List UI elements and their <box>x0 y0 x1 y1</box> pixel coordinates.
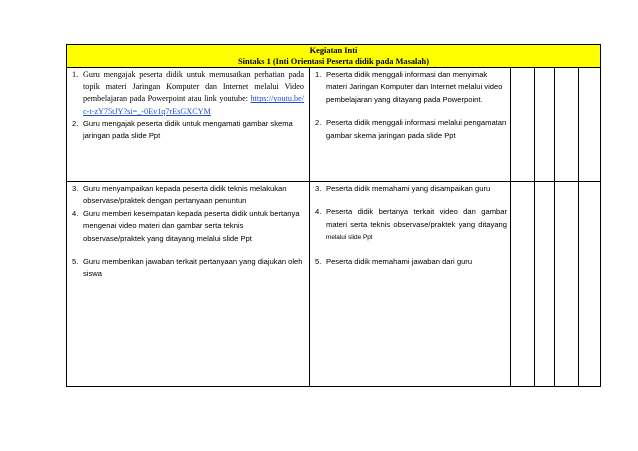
list-item <box>70 183 304 208</box>
item-text: Guru memberikan jawaban terkait pertanyaan yang diajukan oleh siswa <box>83 257 303 279</box>
item-number: 3. <box>72 184 79 193</box>
item-text: Peserta didik menggali informasi dan menyimak materi Jaringan Komputer dan Internet melalui video pembelajaran yang ditayang pada Powerpoint. <box>326 70 503 104</box>
spacer <box>313 245 507 256</box>
column-divider <box>309 68 310 387</box>
header-title: Kegiatan Inti <box>309 46 358 55</box>
teacher-activities-2 <box>70 183 304 281</box>
list-item <box>70 69 304 118</box>
lesson-table <box>66 44 601 387</box>
column-divider <box>554 68 555 387</box>
spacer <box>70 245 304 256</box>
row-divider <box>67 181 600 182</box>
spacer <box>313 106 507 117</box>
list-item <box>70 118 304 143</box>
column-divider <box>510 68 511 387</box>
item-number: 4. <box>315 207 322 217</box>
column-divider <box>534 68 535 387</box>
list-item <box>313 206 507 244</box>
list-item <box>313 256 507 268</box>
item-number: 4. <box>72 208 79 218</box>
student-activities-2 <box>313 183 507 268</box>
youtube-link[interactable]: https://youtu.be/c-t-zY75tJY?si=_-0Ev1q7rEsGXCYM <box>83 94 304 116</box>
item-number: 1. <box>315 70 322 79</box>
item-text: Peserta didik bertanya terkait video dan gambar materi serta teknis observase/praktek yang ditayang <box>326 207 507 229</box>
list-item <box>313 183 507 195</box>
item-text: Peserta didik memahami yang disampaikan guru <box>326 184 491 193</box>
table-header <box>67 45 600 68</box>
item-text: Peserta didik menggali informasi melalui pengamatan gambar skema jaringan pada slide Ppt <box>326 118 507 140</box>
teacher-activities-1 <box>70 69 304 143</box>
item-text: Guru mengajak peserta didik untuk mengamati gambar skema jaringan pada slide Ppt <box>83 118 293 141</box>
item-number: 5. <box>72 257 79 267</box>
list-item <box>313 117 507 142</box>
item-number: 2. <box>315 118 322 128</box>
item-text-small: melalui slide Ppt <box>326 234 373 242</box>
list-item <box>70 256 304 281</box>
item-number: 3. <box>315 184 322 193</box>
list-item <box>70 208 304 245</box>
header-subtitle: Sintaks 1 (Inti Orientasi Peserta didik pada Masalah) <box>237 57 430 66</box>
item-text: Guru memberi kesempatan kepada peserta didik untuk bertanya mengenai video materi dan gambar serta teknis observase/praktek yang ditayang melalui slide Ppt <box>83 208 300 243</box>
item-text: Peserta didik memahami jawaban dari guru <box>326 256 473 266</box>
item-text: Guru menyampaikan kepada peserta didik teknis melakukan observase/praktek dengan pertanyaan penuntun <box>83 184 287 206</box>
item-number: 5. <box>315 256 322 266</box>
spacer <box>313 195 507 206</box>
student-activities-1 <box>313 69 507 142</box>
list-item <box>313 69 507 106</box>
item-number: 2. <box>72 118 79 128</box>
column-divider <box>578 68 579 387</box>
item-text: Guru mengajak peserta didik untuk memusatkan perhatian pada topik materi Jaringan Komputer dan Internet melalui Video pembelajaran pada Powerpoint atau link youtube: <box>83 70 304 104</box>
item-number: 1. <box>72 70 79 79</box>
